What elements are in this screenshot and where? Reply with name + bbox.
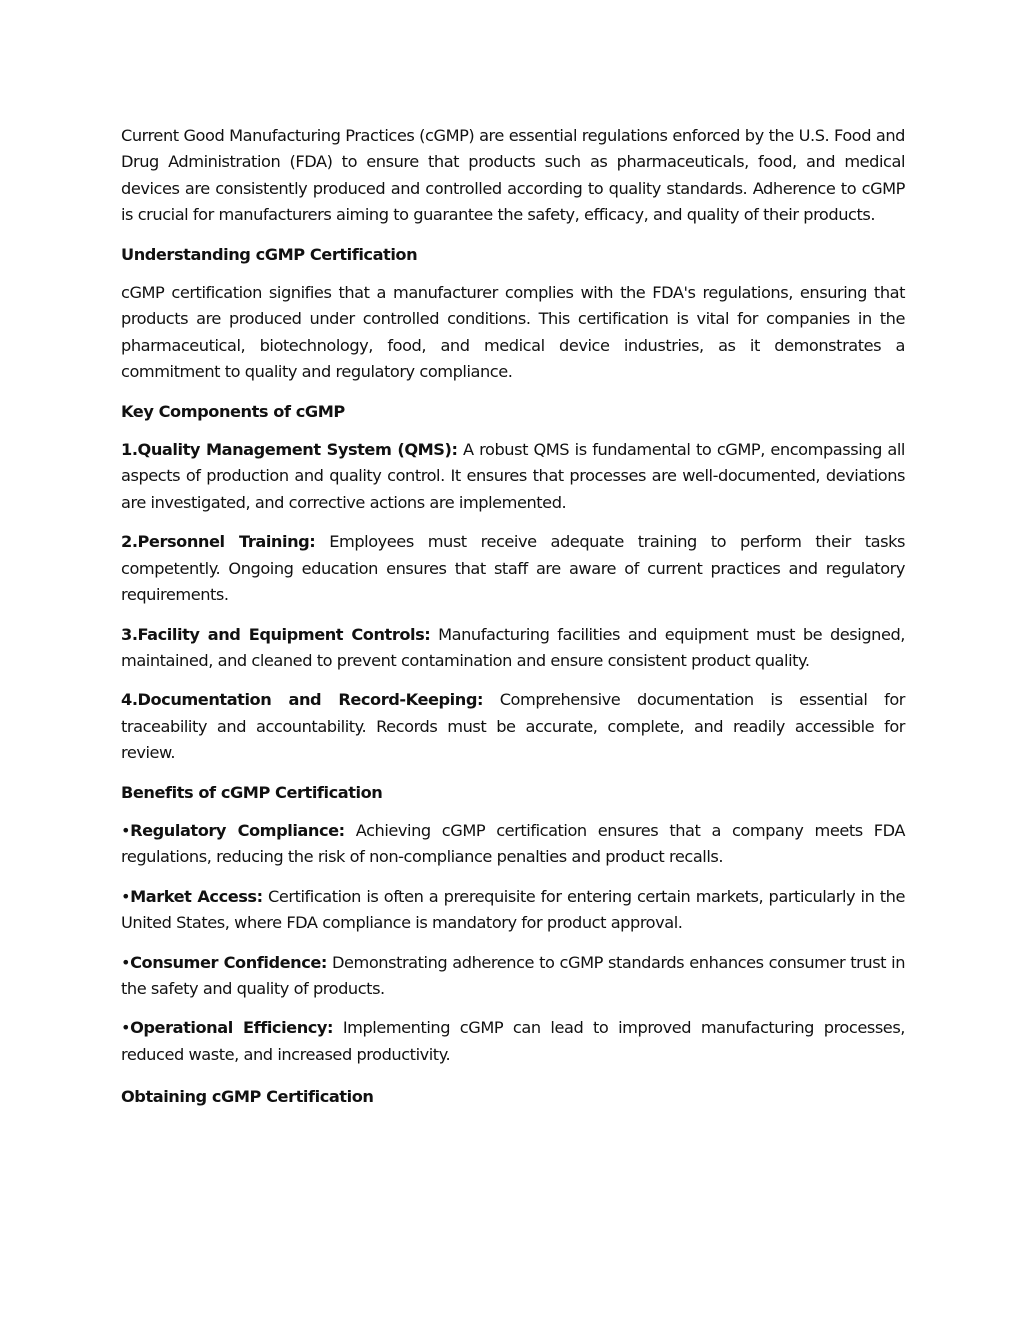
section-heading-understanding: Understanding cGMP Certification (121, 244, 418, 264)
bullet-icon: • (121, 886, 131, 906)
benefit-text: Certification is often a prerequisite for entering certain markets, particularly in the United States, where FDA compliance is mandatory for product approval. (121, 886, 905, 933)
benefit-text: Implementing cGMP can lead to improved manufacturing processes, reduced waste, and increased productivity. (121, 1018, 905, 1064)
key-component-item (121, 622, 905, 675)
understanding-paragraph: cGMP certification signifies that a manufacturer complies with the FDA's regulations, ensuring that products are produced under controlled conditions. This certification is vital for companies in the pharmaceutical, biotechnology, food, and medical device industries, as it demonstrates a commitment to quality and regulatory compliance. (121, 283, 905, 382)
key-component-text: Manufacturing facilities and equipment must be designed, maintained, and cleaned to prevent contamination and ensure consistent product quality. (121, 624, 906, 670)
key-component-item (121, 437, 905, 516)
bullet-icon: • (121, 820, 131, 840)
section-heading-key-components: Key Components of cGMP (121, 401, 345, 421)
key-component-text: A robust QMS is fundamental to cGMP, encompassing all aspects of production and quality control. It ensures that processes are well-documented, deviations are investigated, and corrective actions are implemented. (121, 440, 905, 512)
benefit-label: Market Access: (130, 886, 263, 906)
benefit-text: Demonstrating adherence to cGMP standards enhances consumer trust in the safety and quality of products. (121, 952, 906, 998)
benefit-item (121, 818, 905, 871)
intro-paragraph: Current Good Manufacturing Practices (cGMP) are essential regulations enforced by the U.S. Food and Drug Administration (FDA) to ensure that products such as pharmaceuticals, food, and medical devices are consistently produced and controlled according to quality standards. Adherence to cGMP is crucial for manufacturers aiming to guarantee the safety, efficacy, and quality of their products. (121, 126, 905, 225)
key-component-item (121, 529, 905, 608)
document-page (121, 123, 905, 1123)
key-component-label: 4.Documentation and Record-Keeping: (121, 690, 483, 710)
benefit-label: Regulatory Compliance: (130, 820, 345, 840)
benefit-text: Achieving cGMP certification ensures that a company meets FDA regulations, reducing the risk of non-compliance penalties and product recalls. (121, 820, 905, 867)
benefit-item (121, 1015, 905, 1068)
key-component-text: Comprehensive documentation is essential for traceability and accountability. Records must be accurate, complete, and readily accessible for review. (121, 690, 906, 763)
key-component-label: 1.Quality Management System (QMS): (121, 440, 458, 460)
key-component-item (121, 687, 905, 766)
key-component-label: 3.Facility and Equipment Controls: (121, 624, 431, 644)
key-component-text: Employees must receive adequate training to perform their tasks competently. Ongoing education ensures that staff are aware of current practices and regulatory requirements. (121, 532, 905, 605)
benefit-label: Operational Efficiency: (130, 1018, 334, 1038)
benefit-item (121, 950, 905, 1003)
benefit-label: Consumer Confidence: (130, 952, 327, 972)
bullet-icon: • (121, 1018, 131, 1038)
section-heading-benefits: Benefits of cGMP Certification (121, 782, 383, 802)
section-heading-obtaining: Obtaining cGMP Certification (121, 1087, 374, 1107)
bullet-icon: • (121, 952, 131, 972)
key-component-label: 2.Personnel Training: (121, 532, 316, 552)
benefit-item (121, 884, 905, 937)
